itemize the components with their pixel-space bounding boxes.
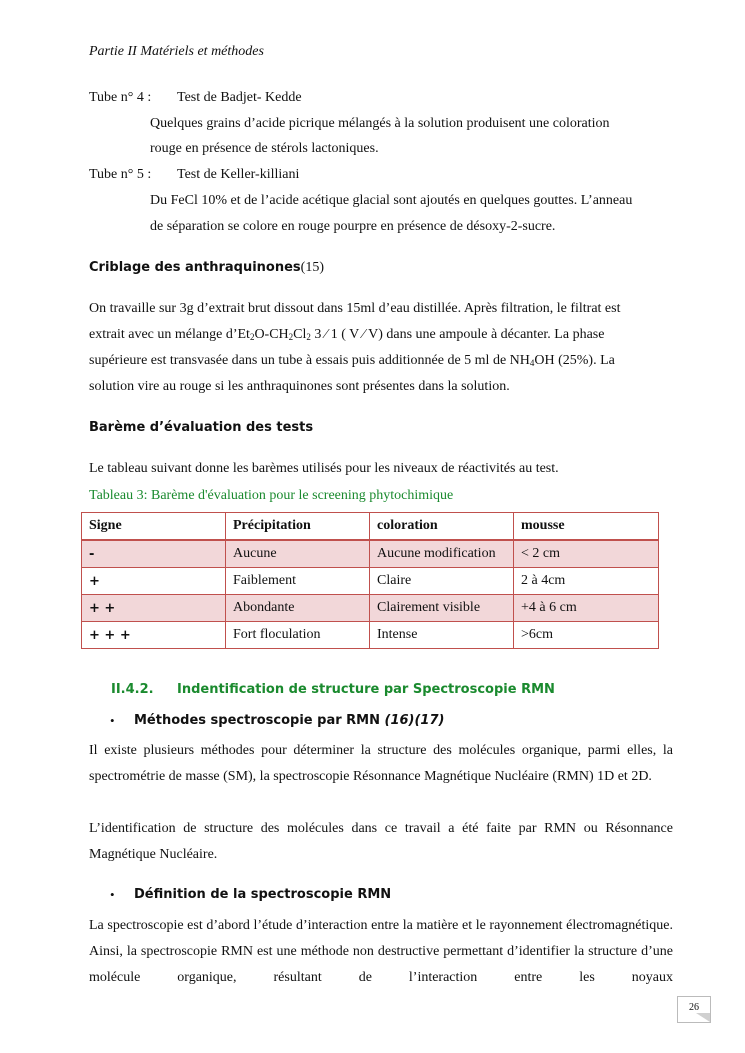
- tube4-line1: Quelques grains d’acide picrique mélangés à la solution produisent une coloration: [150, 116, 610, 131]
- table-row: [82, 622, 659, 649]
- header-precipitation: Précipitation: [226, 513, 370, 541]
- anthra-line3: [89, 351, 615, 373]
- anthra-line3-b: OH (25%). La: [534, 353, 615, 368]
- anthra-line4: solution vire au rouge si les anthraquinones sont présentes dans la solution.: [89, 379, 510, 394]
- anthraquinones-heading-text: Criblage des anthraquinones: [89, 260, 301, 275]
- cell-mousse: < 2 cm: [514, 540, 659, 568]
- cell-coloration: Clairement visible: [370, 595, 514, 622]
- cell-mousse: +4 à 6 cm: [514, 595, 659, 622]
- cell-mousse: >6cm: [514, 622, 659, 649]
- cell-precipitation: Aucune: [226, 540, 370, 568]
- bareme-intro: Le tableau suivant donne les barèmes utilisés pour les niveaux de réactivités au test.: [89, 461, 559, 476]
- running-header: Partie II Matériels et méthodes: [89, 44, 264, 59]
- anthra-line2-d: 3 ⁄ 1 ( V ⁄ V) dans une ampoule à décanter. La phase: [310, 327, 605, 342]
- bullet-icon: •: [110, 713, 115, 728]
- cell-coloration: Claire: [370, 568, 514, 595]
- tube5-line2: de séparation se colore en rouge pourpre en présence de désoxy-2-sucre.: [150, 219, 556, 234]
- page-number: 26: [677, 996, 711, 1023]
- anthra-line2: [89, 325, 604, 347]
- header-signe: Signe: [82, 513, 226, 541]
- cell-precipitation: Faiblement: [226, 568, 370, 595]
- anthra-sub-c: 2: [306, 332, 311, 342]
- methodes-paragraph1: Il existe plusieurs méthodes pour déterminer la structure des molécules organique, parmi elles, la spectrométrie de masse (SM), la spectroscopie Résonnance Magnétique Nucléaire (RMN) 1D et 2D.: [89, 743, 673, 784]
- anthra-sub-a: 2: [249, 332, 255, 342]
- header-mousse: mousse: [514, 513, 659, 541]
- tube4-line2: rouge en présence de stérols lactoniques.: [150, 141, 379, 156]
- cell-precipitation: Abondante: [226, 595, 370, 622]
- anthra-line3-a: supérieure est transvasée dans un tube à essais puis additionnée de 5 ml de NH: [89, 353, 530, 368]
- cell-precipitation: Fort floculation: [226, 622, 370, 649]
- table-row: [82, 595, 659, 622]
- cell-coloration: Intense: [370, 622, 514, 649]
- methodes-heading: [134, 711, 444, 731]
- methodes-paragraph2: L’identification de structure des molécules dans ce travail a été faite par RMN ou Résonnance Magnétique Nucléaire.: [89, 821, 673, 862]
- anthra-line2-a: extrait avec un mélange d’Et: [89, 327, 250, 342]
- table-row: [82, 568, 659, 595]
- cell-coloration: Aucune modification: [370, 540, 514, 568]
- header-coloration: coloration: [370, 513, 514, 541]
- section-number: II.4.2.: [111, 682, 154, 697]
- table-caption: Tableau 3: Barème d'évaluation pour le screening phytochimique: [89, 488, 454, 503]
- cell-signe: +: [82, 568, 226, 595]
- page-corner-icon: [696, 1013, 710, 1022]
- anthra-line2-b: O-CH: [254, 327, 289, 342]
- tube4-title: Test de Badjet- Kedde: [177, 90, 302, 105]
- anthraquinones-ref: (15): [300, 260, 324, 275]
- anthra-sub-b: 2: [288, 332, 294, 342]
- cell-signe: + + +: [82, 622, 226, 649]
- tube5-title: Test de Keller-killiani: [177, 167, 300, 182]
- definition-heading: Définition de la spectroscopie RMN: [134, 887, 392, 902]
- tube5-line1: Du FeCl 10% et de l’acide acétique glacial sont ajoutés en quelques gouttes. L’anneau: [150, 193, 633, 208]
- anthra-line1: On travaille sur 3g d’extrait brut dissout dans 15ml d’eau distillée. Après filtration, le filtrat est: [89, 301, 621, 316]
- table-row: [82, 540, 659, 568]
- bullet-icon: •: [110, 887, 115, 902]
- methodes-ref: (16)(17): [384, 713, 445, 728]
- table-header-row: [82, 513, 659, 541]
- anthraquinones-heading: [89, 258, 324, 278]
- cell-signe: -: [82, 540, 226, 568]
- cell-mousse: 2 à 4cm: [514, 568, 659, 595]
- bareme-heading: Barème d’évaluation des tests: [89, 420, 314, 435]
- anthra-line2-c: Cl: [293, 327, 307, 342]
- tube5-label: Tube n° 5 :: [89, 167, 152, 182]
- definition-paragraph: La spectroscopie est d’abord l’étude d’interaction entre la matière et le rayonnement électromagnétique. Ainsi, la spectroscopie RMN est une méthode non destructive permettant d’identifier la structure d’une molécule organique, résultant de l’interaction entre les noyaux: [89, 918, 673, 985]
- methodes-heading-text: Méthodes spectroscopie par RMN: [134, 713, 385, 728]
- tube4-label: Tube n° 4 :: [89, 90, 152, 105]
- evaluation-table: [81, 512, 659, 649]
- cell-signe: + +: [82, 595, 226, 622]
- section-title: Indentification de structure par Spectroscopie RMN: [177, 682, 555, 697]
- anthra-sub-d: 4: [529, 358, 535, 368]
